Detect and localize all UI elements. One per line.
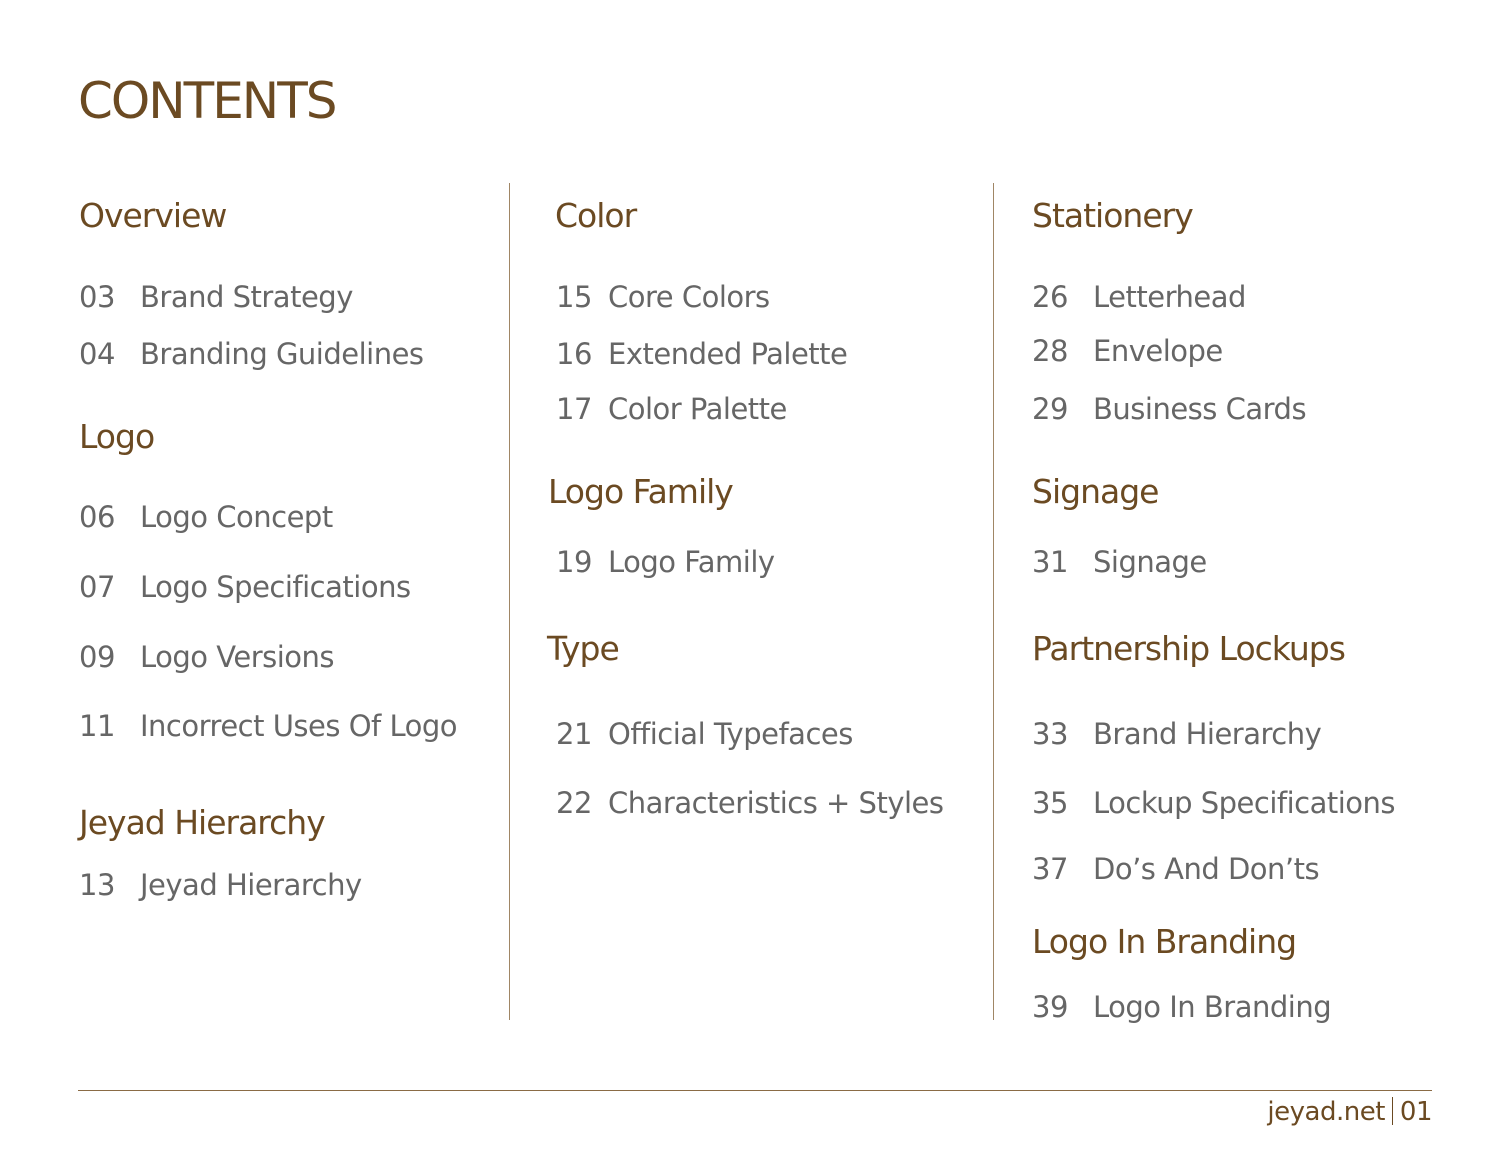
footer-page-number: 01 xyxy=(1399,1097,1432,1127)
toc-entry-label: Signage xyxy=(1093,545,1207,579)
page-title: CONTENTS xyxy=(78,72,336,130)
toc-entry-label: Brand Strategy xyxy=(140,280,353,314)
section-heading-logo-family: Logo Family xyxy=(548,472,733,511)
toc-page-number: 31 xyxy=(1032,545,1068,579)
toc-page-number: 17 xyxy=(556,392,592,426)
toc-page-number: 39 xyxy=(1032,990,1068,1024)
toc-entry-label: Jeyad Hierarchy xyxy=(140,868,362,902)
toc-entry-label: Logo Versions xyxy=(140,640,335,674)
toc-entry-label: Incorrect Uses Of Logo xyxy=(140,709,457,743)
toc-page-number: 13 xyxy=(79,868,115,902)
toc-page-number: 03 xyxy=(79,280,115,314)
section-heading-partnership-lockups: Partnership Lockups xyxy=(1032,629,1345,668)
toc-entry-label: Characteristics + Styles xyxy=(608,786,944,820)
footer-rule xyxy=(78,1090,1432,1091)
toc-entry-label: Envelope xyxy=(1093,334,1223,368)
toc-entry-label: Brand Hierarchy xyxy=(1093,717,1322,751)
toc-entry-label: Logo Family xyxy=(608,545,775,579)
section-heading-type: Type xyxy=(547,629,619,668)
toc-page-number: 28 xyxy=(1032,334,1068,368)
toc-entry-label: Letterhead xyxy=(1093,280,1246,314)
toc-page-number: 26 xyxy=(1032,280,1068,314)
toc-page-number: 15 xyxy=(556,280,592,314)
section-heading-logo-in-branding: Logo In Branding xyxy=(1032,922,1297,961)
toc-page-number: 29 xyxy=(1032,392,1068,426)
toc-entry-label: Core Colors xyxy=(608,280,770,314)
toc-page-number: 07 xyxy=(79,570,115,604)
section-heading-stationery: Stationery xyxy=(1032,196,1193,235)
toc-page-number: 22 xyxy=(556,786,592,820)
footer-separator xyxy=(1392,1097,1393,1125)
toc-entry-label: Official Typefaces xyxy=(608,717,853,751)
toc-entry-label: Extended Palette xyxy=(608,337,848,371)
toc-page-number: 04 xyxy=(79,337,115,371)
toc-page-number: 35 xyxy=(1032,786,1068,820)
section-heading-color: Color xyxy=(555,196,637,235)
toc-entry-label: Logo In Branding xyxy=(1093,990,1332,1024)
toc-page-number: 33 xyxy=(1032,717,1068,751)
toc-entry-label: Business Cards xyxy=(1093,392,1307,426)
section-heading-logo: Logo xyxy=(79,417,155,456)
toc-page-number: 21 xyxy=(556,717,592,751)
footer-site-link[interactable]: jeyad.net xyxy=(1267,1097,1385,1127)
toc-entry-label: Logo Specifications xyxy=(140,570,411,604)
footer xyxy=(1267,1097,1432,1125)
toc-entry-label: Do’s And Don’ts xyxy=(1093,852,1320,886)
section-heading-signage: Signage xyxy=(1032,472,1159,511)
column-divider-1 xyxy=(509,183,510,1020)
toc-entry-label: Branding Guidelines xyxy=(140,337,424,371)
toc-page-number: 06 xyxy=(79,500,115,534)
column-divider-2 xyxy=(993,183,994,1020)
toc-page-number: 09 xyxy=(79,640,115,674)
section-heading-jeyad-hierarchy: Jeyad Hierarchy xyxy=(79,803,325,842)
section-heading-overview: Overview xyxy=(79,196,227,235)
toc-page-number: 11 xyxy=(79,709,115,743)
toc-entry-label: Color Palette xyxy=(608,392,787,426)
toc-entry-label: Logo Concept xyxy=(140,500,333,534)
toc-page-number: 16 xyxy=(556,337,592,371)
toc-page-number: 19 xyxy=(556,545,592,579)
toc-page-number: 37 xyxy=(1032,852,1068,886)
toc-entry-label: Lockup Specifications xyxy=(1093,786,1396,820)
